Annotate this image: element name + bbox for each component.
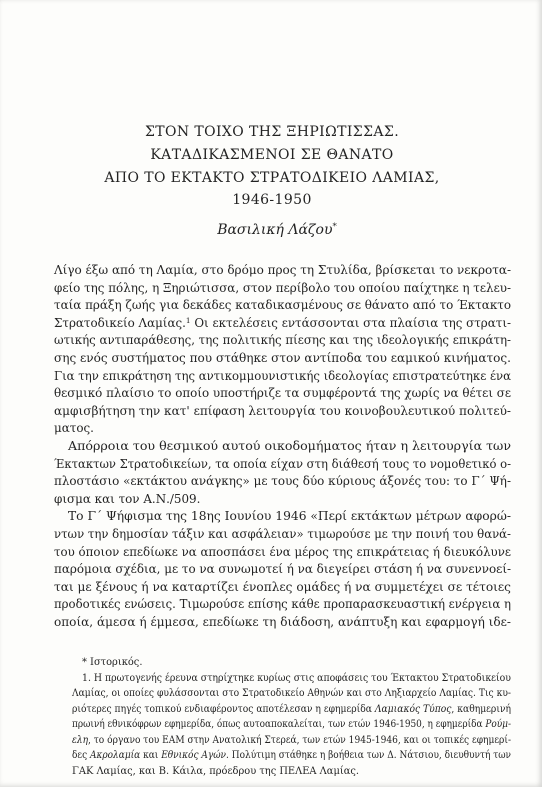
body-line xyxy=(54,280,511,295)
text-run: αμφισβήτηση την κατ' επίφαση λειτουργία του κοινοβουλευτικού πολιτεύ- xyxy=(54,402,512,418)
text-run: φισμα και τον Α.Ν./509. xyxy=(54,490,201,506)
title-line: 1946-1950 xyxy=(232,192,312,208)
body-line xyxy=(54,473,511,488)
text-run: δες xyxy=(72,749,90,761)
text-run: φείο της πόλης, η Ξηριώτισσα, στον περίβολο του οποίου παίχτηκε η τελευ- xyxy=(54,279,511,295)
body-line xyxy=(68,508,511,523)
text-run: θεσμικό πλαίσιο το οποίο υποστήριζε τα συμφέροντά της χωρίς να θέτει σε xyxy=(54,385,512,401)
text-run: , το όργανο του ΕΑΜ στην Ανατολική Στερεά, των ετών 1945-1946, και οι τοπικές εφημερί- xyxy=(88,733,512,746)
italic-text: Εθνικός Αγών xyxy=(161,749,227,761)
text-run: * Ιστορικός. xyxy=(82,656,143,668)
text-run: και xyxy=(140,749,162,761)
text-run: Λίγο έξω από τη Λαμία, στο δρόμο προς τη Στυλίδα, βρίσκεται το νεκροτα- xyxy=(54,262,512,277)
body-line xyxy=(54,491,200,506)
body-line xyxy=(54,614,511,629)
body-line xyxy=(54,579,511,594)
title-line: ΚΑΤΑΔΙΚΑΣΜΕΝΟΙ ΣΕ ΘΑΝΑΤΟ xyxy=(150,147,394,163)
body-line xyxy=(68,438,511,453)
title-line: ΑΠΟ ΤΟ ΕΚΤΑΚΤΟ ΣΤΡΑΤΟΔΙΚΕΙΟ ΛΑΜΙΑΣ, xyxy=(104,170,440,186)
author-footnote-marker: * xyxy=(332,222,337,233)
author-name xyxy=(217,222,337,238)
text-run: πρωινή εθνικόφρων εφημερίδα, όπως αυτοαποκαλείται, των ετών 1946-1950, η εφημερίδα xyxy=(72,718,486,730)
italic-text: Ρούμ- xyxy=(485,718,511,730)
text-run: ματος. xyxy=(54,420,94,436)
footnote-line xyxy=(72,765,359,777)
italic-text: Λαμιακός Τύπος xyxy=(374,702,452,715)
text-run: οποία, άμεσα ή έμμεσα, επεδίωκε τη διάδοση, ανάπτυξη και εφαρμογή ιδε- xyxy=(54,614,511,629)
footnote-marker: 1 xyxy=(185,315,191,325)
body-line xyxy=(54,403,511,418)
footnote-line xyxy=(72,687,511,699)
body-line xyxy=(54,262,511,277)
text-run: Απόρροια του θεσμικού αυτού οικοδομήματος ήταν η λειτουργία των xyxy=(68,438,512,453)
text-run: σης ενός συστήματος που στάθηκε στον αντίποδα του εαμικού κινήματος. xyxy=(54,350,512,365)
footnote-line xyxy=(82,672,511,684)
footnote-line xyxy=(82,656,142,668)
body-line xyxy=(54,385,511,400)
body-line xyxy=(54,332,511,347)
body-line xyxy=(54,420,94,435)
footnote-line xyxy=(72,718,511,730)
italic-text: ελη xyxy=(72,733,89,746)
text-run: ωτικής αντιπαράθεσης, της πολιτικής πίεσης και της ιδεολογικής επικράτη- xyxy=(54,332,511,348)
body-line xyxy=(54,350,511,365)
text-run: Στρατοδικείο Λαμίας. xyxy=(54,314,186,330)
text-run: Λαμίας, οι οποίες φυλάσσονται στο Στρατοδικείο Αθηνών και στο Ληξιαρχείο Λαμίας. Τις κυ- xyxy=(72,687,512,699)
body-line xyxy=(54,315,511,330)
text-run: . Πολύτιμη στάθηκε η βοήθεια των Δ. Νάτσιου, διευθυντή των xyxy=(226,749,512,761)
body-line xyxy=(54,596,511,611)
text-run: Για την επικράτηση της αντικομμουνιστικής ιδεολογίας επιστρατεύτηκε ένα xyxy=(54,367,511,383)
text-run: ΓΑΚ Λαμίας, και Β. Κάιλα, πρόεδρου της ΠΕΛΕΑ Λαμίας. xyxy=(72,764,360,777)
text-run: ταία πράξη ζωής για δεκάδες καταδικασμένους σε θάνατο από το Έκτακτο xyxy=(54,297,512,313)
text-run: του όποιον επεδίωκε να αποσπάσει ένα μέρος της επικράτειας ή διευκόλυνε xyxy=(54,543,511,559)
body-line xyxy=(54,526,511,541)
text-run: 1. Η πρωτογενής έρευνα στηρίχτηκε κυρίως στις αποφάσεις του Έκτακτου Στρατοδικείου xyxy=(82,671,512,684)
author-text: Βασιλική Λάζου xyxy=(217,222,333,238)
body-line xyxy=(54,456,511,471)
footnote-line xyxy=(72,749,511,761)
text-run: ται με ξένους ή να καταρτίζει ένοπλες ομάδες ή να συμμετέχει σε τέτοιες xyxy=(54,578,511,594)
text-run: Το Γ΄ Ψήφισμα της 18ης Ιουνίου 1946 «Περί εκτάκτων μέτρων αφορώ- xyxy=(68,508,512,524)
text-run: προδοτικές ενώσεις. Τιμωρούσε επίσης κάθε προπαρασκευαστική ενέργεια η xyxy=(54,596,512,612)
body-line xyxy=(54,297,511,312)
body-line xyxy=(54,561,511,576)
footnote-line xyxy=(72,734,511,746)
italic-text: Ακρολαμία xyxy=(89,749,141,761)
body-line xyxy=(54,544,511,559)
text-run: , καθημερινή xyxy=(451,702,512,715)
text-run: ριότερες πηγές τοπικού ενδιαφέροντος αποτέλεσαν η εφημερίδα xyxy=(72,702,375,715)
footnote-line xyxy=(72,703,511,715)
text-run: πλοστάσιο «εκτάκτου ανάγκης» με τους δύο κύριους άξονές του: το Γ΄ Ψή- xyxy=(54,473,511,489)
body-line xyxy=(54,368,511,383)
title-line: ΣΤΟΝ ΤΟΙΧΟ ΤΗΣ ΞΗΡΙΩΤΙΣΣΑΣ. xyxy=(144,124,400,140)
text-run: Έκτακτων Στρατοδικείων, τα οποία είχαν στη διάθεσή τους το νομοθετικό ο- xyxy=(54,455,512,471)
text-run: ντων την δημοσίαν τάξιν και ασφάλειαν» τιμωρούσε με την ποινή του θανά- xyxy=(54,526,512,541)
text-run: Οι εκτελέσεις εντάσσονται στα πλαίσια της στρατι- xyxy=(190,314,512,330)
text-run: παρόμοια σχέδια, με το να συνωμοτεί ή να διεγείρει στάση ή να συνεννοεί- xyxy=(54,561,512,577)
